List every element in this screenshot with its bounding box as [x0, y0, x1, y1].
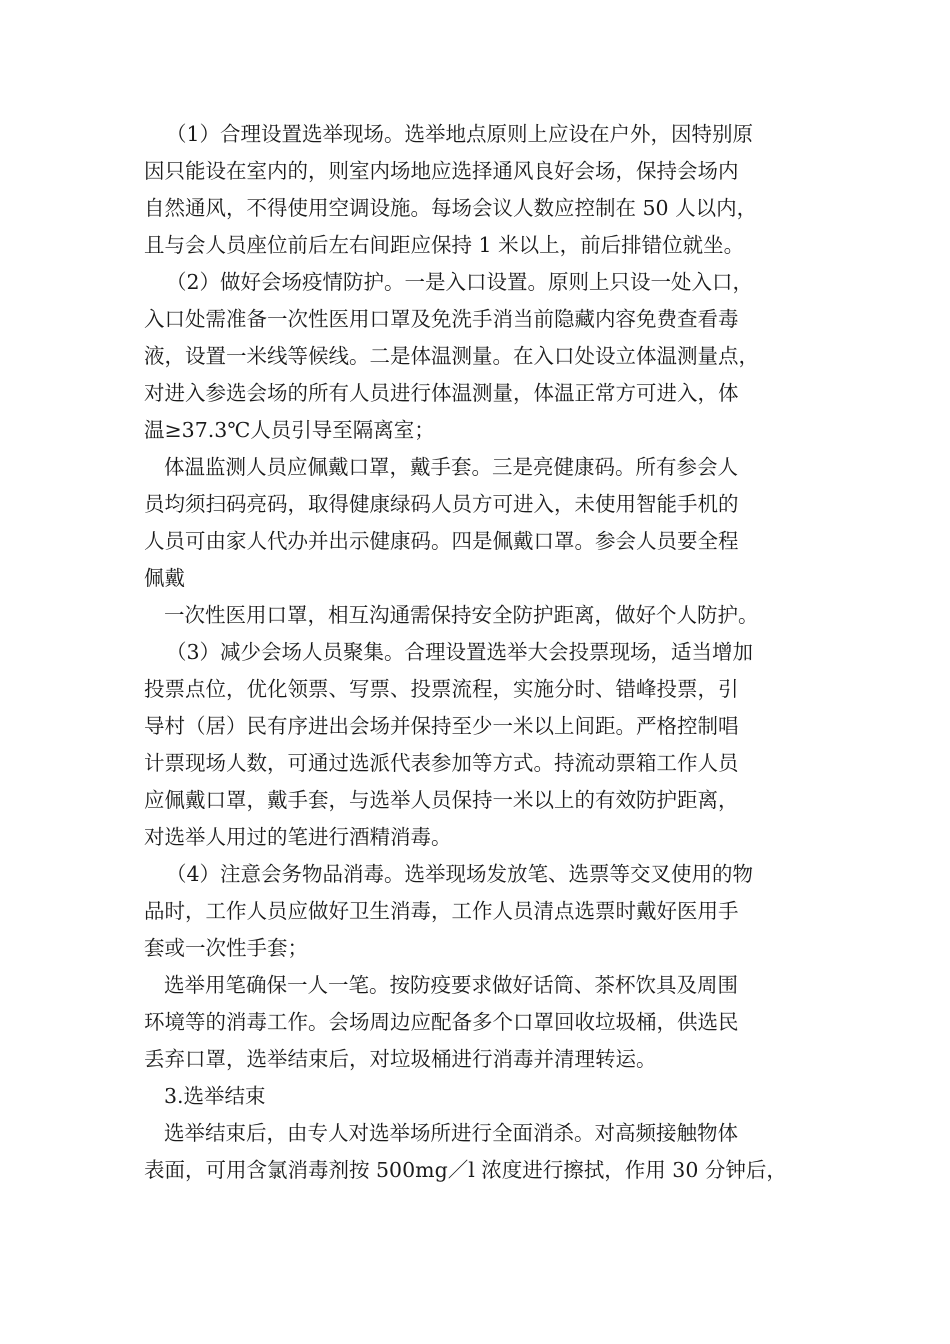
- text-line: 表面，可用含氯消毒剂按 500mg／l 浓度进行擦拭，作用 30 分钟后，: [144, 1158, 787, 1182]
- text-line: （2）做好会场疫情防护。一是入口设置。原则上只设一处入口，: [166, 270, 754, 294]
- paragraph-p7: [144, 967, 824, 1078]
- text-line: 自然通风，不得使用空调设施。每场会议人数应控制在 50 人以内，: [144, 196, 758, 220]
- text-line: 体温监测人员应佩戴口罩，戴手套。三是亮健康码。所有参会人: [164, 455, 738, 479]
- text-line: （3）减少会场人员聚集。合理设置选举大会投票现场，适当增加: [166, 640, 754, 664]
- text-line: （4）注意会务物品消毒。选举现场发放笔、选票等交叉使用的物: [166, 862, 754, 886]
- text-line: 人员可由家人代办并出示健康码。四是佩戴口罩。参会人员要全程: [144, 529, 739, 553]
- text-line: 选举结束后，由专人对选举场所进行全面消杀。对高频接触物体: [164, 1121, 738, 1145]
- text-line: 套或一次性手套；: [144, 936, 308, 960]
- paragraph-p8: [144, 1078, 824, 1115]
- text-line: （1）合理设置选举现场。选举地点原则上应设在户外，因特别原: [166, 122, 754, 146]
- text-line: 对进入参选会场的所有人员进行体温测量，体温正常方可进入，体: [144, 381, 739, 405]
- paragraph-p9: [144, 1115, 824, 1189]
- text-line: 因只能设在室内的，则室内场地应选择通风良好会场，保持会场内: [144, 159, 739, 183]
- text-line: 液，设置一米线等候线。二是体温测量。在入口处设立体温测量点，: [144, 344, 759, 368]
- text-line: 入口处需准备一次性医用口罩及免洗手消当前隐藏内容免费查看毒: [144, 307, 739, 331]
- text-line: 3.选举结束: [164, 1084, 266, 1108]
- paragraph-p5: [144, 634, 824, 856]
- text-line: 且与会人员座位前后左右间距应保持 1 米以上，前后排错位就坐。: [144, 233, 745, 257]
- paragraph-p4: [144, 597, 824, 634]
- text-line: 对选举人用过的笔进行酒精消毒。: [144, 825, 452, 849]
- paragraph-p3: [144, 449, 824, 597]
- paragraph-p1: [144, 116, 824, 264]
- text-line: 环境等的消毒工作。会场周边应配备多个口罩回收垃圾桶，供选民: [144, 1010, 739, 1034]
- text-line: 投票点位，优化领票、写票、投票流程，实施分时、错峰投票，引: [144, 677, 739, 701]
- text-line: 丢弃口罩，选举结束后，对垃圾桶进行消毒并清理转运。: [144, 1047, 657, 1071]
- text-line: 员均须扫码亮码，取得健康绿码人员方可进入，未使用智能手机的: [144, 492, 739, 516]
- text-line: 导村（居）民有序进出会场并保持至少一米以上间距。严格控制唱: [144, 714, 739, 738]
- document-body: [144, 116, 824, 1189]
- text-line: 佩戴: [144, 566, 185, 590]
- text-line: 一次性医用口罩，相互沟通需保持安全防护距离，做好个人防护。: [164, 603, 759, 627]
- text-line: 温≥37.3℃人员引导至隔离室；: [144, 418, 435, 442]
- text-line: 品时，工作人员应做好卫生消毒，工作人员清点选票时戴好医用手: [144, 899, 739, 923]
- paragraph-p6: [144, 856, 824, 967]
- text-line: 选举用笔确保一人一笔。按防疫要求做好话筒、茶杯饮具及周围: [164, 973, 738, 997]
- text-line: 计票现场人数，可通过选派代表参加等方式。持流动票箱工作人员: [144, 751, 739, 775]
- paragraph-p2: [144, 264, 824, 449]
- text-line: 应佩戴口罩，戴手套，与选举人员保持一米以上的有效防护距离，: [144, 788, 739, 812]
